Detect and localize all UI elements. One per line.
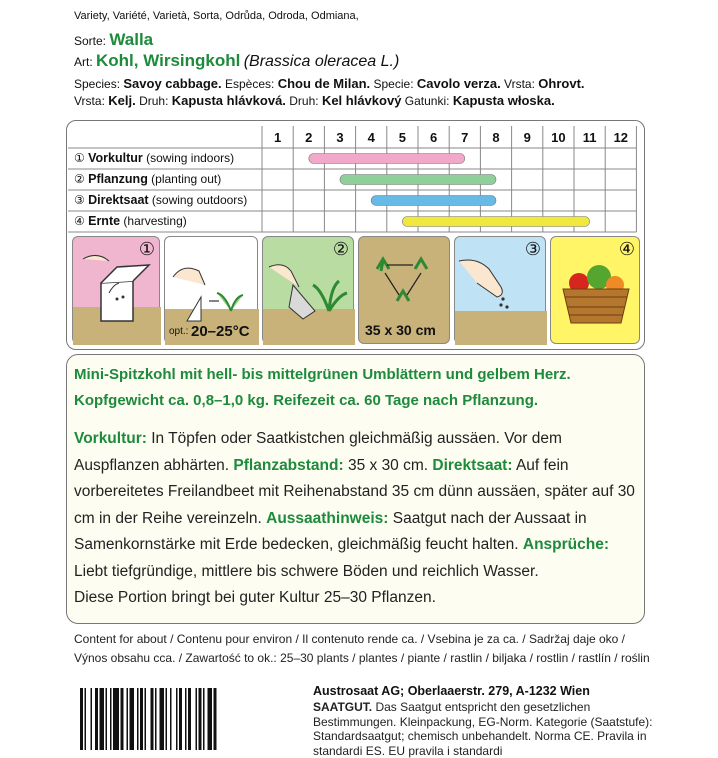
barcode-bar — [145, 688, 147, 750]
legal-body: Das Saatgut entspricht den gesetzlichen Bestimmungen. Kleinpackung, EG-Norm. Kategorie (Saatstufe): Standardsaatgut; chemisch unbehandelt. Norma CE. Pravila in standardi ES. EU pravila i standardi — [313, 700, 653, 758]
keyword-vorkultur: Vorkultur: — [74, 430, 147, 447]
month-label: 9 — [523, 130, 531, 145]
month-label: 4 — [367, 130, 375, 145]
temp-note: opt.: — [169, 326, 189, 337]
step-number: ④ — [618, 239, 635, 259]
barcode-bar — [179, 688, 182, 750]
intro-line: Kopfgewicht ca. 0,8–1,0 kg. Reifezeit ca. 60 Tage nach Pflanzung. — [74, 392, 539, 409]
row-note: (sowing outdoors) — [151, 193, 248, 207]
row-number: ② — [74, 172, 85, 186]
barcode-bar — [130, 688, 135, 750]
species-name: Kel hlávkový — [321, 93, 402, 108]
barcode-bar — [185, 688, 187, 750]
month-label: 1 — [273, 130, 282, 145]
row-label-ernte — [74, 214, 187, 228]
species-name: Ohrovt. — [538, 76, 585, 91]
barcode-bar — [160, 688, 165, 750]
spacing-value: 35 x 30 cm — [365, 322, 436, 338]
temp-value: 20–25°C — [191, 323, 250, 340]
row-title: Ernte — [88, 214, 121, 228]
row-title: Pflanzung — [88, 172, 148, 186]
step-number: ② — [332, 239, 349, 259]
variety-label: Sorte: — [74, 34, 107, 48]
legal-text — [313, 700, 653, 758]
species-name: Savoy cabbage. — [123, 76, 222, 91]
picture-germination-temp — [164, 236, 258, 344]
barcode-bar — [199, 688, 202, 750]
species-name: Kapusta włoska. — [452, 93, 555, 108]
species-label: Vrsta: — [74, 94, 105, 108]
month-label: 8 — [492, 130, 500, 145]
keyword-aussaathinweis: Aussaathinweis: — [266, 509, 389, 527]
row-note: (sowing indoors) — [146, 151, 235, 165]
text-direktsaat: Auf fein vorbereitetes Freilandbeet mit Reihenabstand 35 cm dünn aussäen, später auf 30 cm in der Reihe vereinzeln. — [74, 456, 635, 527]
species-label: Specie: — [373, 77, 414, 91]
month-label: 3 — [336, 130, 344, 145]
barcode-bar — [140, 688, 143, 750]
latin-name: (Brassica oleracea L.) — [243, 53, 400, 70]
languages-line: Variety, Variété, Varietà, Sorta, Odrůda, Odroda, Odmiana, — [74, 10, 359, 22]
contents-line-1: Content for about / Contenu pour environ / Il contenuto rende ca. / Vsebina je za ca. / Sadržaj daje oko / — [74, 632, 626, 646]
species-label: Species: — [74, 77, 121, 91]
row-note: (planting out) — [151, 172, 222, 186]
species-label: Gatunki: — [404, 94, 450, 108]
species-name: Chou de Milan. — [277, 76, 371, 91]
barcode-bar — [113, 688, 119, 750]
barcode-bar — [155, 688, 157, 750]
barcode-bar — [137, 688, 139, 750]
month-label: 2 — [305, 130, 313, 145]
cultivation-text — [74, 426, 639, 612]
contents-line-2: Výnos obsahu cca. / Zawartość to ok.: 25–30 plants / plantes / piante / rastlin / biljaka / rostlin / rastlín / roślin — [74, 651, 650, 665]
row-title: Vorkultur — [88, 151, 143, 165]
keyword-pflanzabstand: Pflanzabstand: — [233, 456, 344, 474]
row-number: ④ — [74, 214, 85, 228]
keyword-ansprueche: Ansprüche: — [522, 536, 609, 553]
row-number: ③ — [74, 193, 85, 207]
barcode-bar — [110, 688, 112, 750]
step-number: ③ — [524, 239, 541, 259]
species-label: Espèces: — [225, 77, 275, 91]
picture-sowing-indoors — [72, 236, 160, 344]
month-label: 5 — [398, 130, 407, 145]
period-bar — [309, 154, 465, 164]
barcode-bar — [176, 688, 178, 750]
barcode-bar — [91, 688, 93, 750]
text-aussaathinweis: Saatgut nach der Aussaat in Samenkornstärke mit Erde bedecken, gleichmäßig feucht halten. — [74, 509, 587, 553]
barcode-bar — [166, 688, 168, 750]
barcode-bar — [170, 688, 172, 750]
month-label: 12 — [613, 130, 629, 145]
barcode — [80, 688, 254, 750]
species-label: Druh: — [289, 94, 319, 108]
barcode-bar — [127, 688, 129, 750]
text-ansprueche: Liebt tiefgründige, mittlere bis schwere Böden und reichlich Wasser. — [74, 562, 539, 580]
barcode-bar — [208, 688, 213, 750]
text-vorkultur: In Töpfen oder Saatkistchen gleichmäßig aussäen. Vor dem Auspflanzen abhärten. — [74, 430, 562, 474]
species-name: Kapusta hlávková. — [171, 93, 286, 108]
barcode-bar — [100, 688, 105, 750]
barcode-bar — [151, 688, 154, 750]
art-label: Art: — [74, 55, 93, 69]
species-name: Kelj. — [108, 93, 136, 108]
row-label-pflanzung — [74, 172, 221, 186]
row-number: ① — [74, 151, 85, 165]
barcode-bar — [85, 688, 87, 750]
variety-name: Walla — [109, 30, 154, 49]
month-label: 6 — [429, 130, 438, 145]
barcode-bar — [188, 688, 191, 750]
picture-harvest — [550, 236, 640, 344]
row-label-direktsaat — [74, 193, 247, 207]
text-pflanzabstand: 35 x 30 cm. — [343, 456, 433, 474]
barcode-bar — [80, 688, 83, 750]
intro-line: Mini-Spitzkohl mit hell- bis mittelgrünen Umblättern und gelbem Herz. — [74, 366, 571, 383]
legal-keyword: SAATGUT. — [313, 700, 373, 714]
period-bar — [402, 217, 589, 227]
row-title: Direktsaat — [88, 193, 149, 207]
species-name: Cavolo verza. — [416, 76, 501, 91]
picture-direct-sowing — [454, 236, 546, 344]
month-label: 11 — [582, 130, 597, 145]
row-label-vorkultur — [74, 151, 234, 165]
barcode-bar — [106, 688, 108, 750]
month-label: 10 — [551, 130, 566, 145]
barcode-bar — [214, 688, 217, 750]
period-bar — [371, 196, 496, 206]
species-label: Druh: — [139, 94, 169, 108]
barcode-bar — [203, 688, 205, 750]
variety-intro — [74, 362, 634, 414]
art-name: Kohl, Wirsingkohl — [96, 51, 241, 70]
step-number: ① — [138, 239, 155, 259]
row-note: (harvesting) — [123, 214, 187, 228]
barcode-bar — [95, 688, 98, 750]
picture-plant-spacing — [358, 236, 450, 344]
month-label: 7 — [461, 130, 469, 145]
portion-note: Diese Portion bringt bei guter Kultur 25–30 Pflanzen. — [74, 589, 436, 606]
period-bar — [340, 175, 496, 185]
picture-planting-out — [262, 236, 354, 344]
company-address: Austrosaat AG; Oberlaaerstr. 279, A-1232 Wien — [313, 684, 590, 698]
species-label: Vrsta: — [504, 77, 535, 91]
barcode-bar — [121, 688, 124, 750]
barcode-bar — [196, 688, 198, 750]
keyword-direktsaat: Direktsaat: — [432, 456, 513, 474]
